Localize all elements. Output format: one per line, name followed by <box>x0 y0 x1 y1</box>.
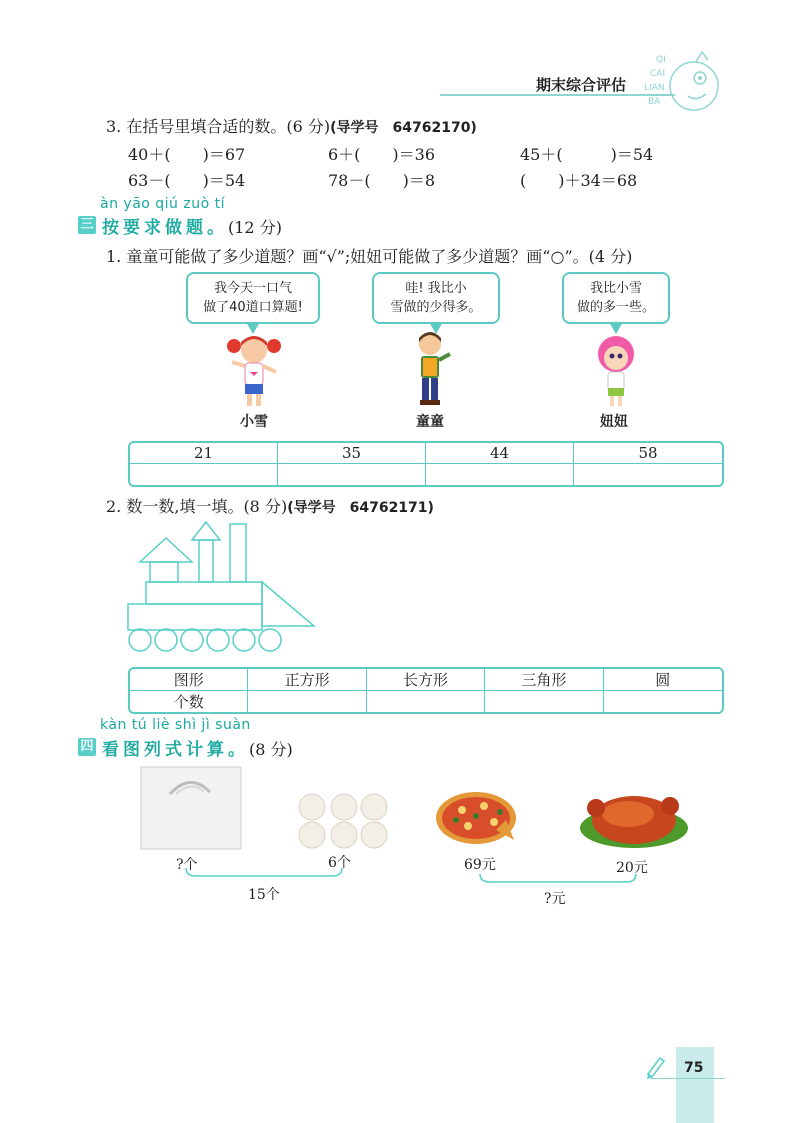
girl-niuniu-illustration <box>592 334 640 410</box>
bubble-line: 哇! 我比小 <box>405 281 467 296</box>
s3-q2-label: 2. 数一数,填一填。(8 分) <box>106 497 288 516</box>
paper-bag-illustration <box>140 766 242 850</box>
table-header-cell: 圆 <box>604 669 722 691</box>
equation-5: 78－( )＝8 <box>328 171 436 190</box>
logo-letters-2: CAI <box>650 69 666 79</box>
s3-q1-label: 1. 童童可能做了多少道题？画“√”;妞妞可能做了多少道题？画“○”。(4 分) <box>106 247 633 266</box>
equation-6: ( )＋34＝68 <box>520 171 638 190</box>
pizza-price-label: 69元 <box>464 857 496 873</box>
number-cell: 21 <box>130 443 278 464</box>
equation-1: 40＋( )＝67 <box>128 145 246 164</box>
section3-title: 按要求做题。 <box>102 218 228 238</box>
speech-bubble-niuniu <box>562 272 670 324</box>
bubble-line: 做的多一些。 <box>576 300 655 315</box>
equation-2: 6＋( )＝36 <box>328 145 436 164</box>
name-xiaoxue: 小雪 <box>240 414 268 430</box>
boy-tongtong-illustration <box>408 330 458 410</box>
s3-q2-title <box>106 494 434 517</box>
answer-cell[interactable] <box>426 464 574 485</box>
equation-4: 63－( )＝54 <box>128 171 246 190</box>
section4-score: (8 分) <box>249 740 293 759</box>
shape-count-table <box>128 667 724 714</box>
table-header-cell: 正方形 <box>248 669 366 691</box>
roast-chicken-illustration <box>578 784 690 852</box>
name-tongtong: 童童 <box>416 414 444 430</box>
right-total-label: ?元 <box>544 891 566 907</box>
page-header-title: 期末综合评估 <box>536 76 627 94</box>
q3-tag: (导学号 64762170) <box>330 120 477 136</box>
equation-3: 45＋( )＝54 <box>520 145 654 164</box>
section3-score: (12 分) <box>228 218 282 237</box>
bubble-line: 我今天一口气 <box>213 281 292 296</box>
q3-label: 3. 在括号里填合适的数。(6 分) <box>106 117 331 136</box>
logo-letters-3: LIAN <box>644 83 665 93</box>
number-choice-table <box>128 441 724 487</box>
pizza-illustration <box>434 790 520 848</box>
speech-bubble-xiaoxue <box>186 272 320 324</box>
count-cell[interactable] <box>367 691 485 712</box>
logo-letters-1: QI <box>656 55 666 65</box>
q3-title <box>106 114 477 137</box>
section3-badge: 三 <box>78 216 96 234</box>
count-cell[interactable] <box>485 691 603 712</box>
bubble-line: 雪做的少得多。 <box>390 300 482 315</box>
table-row-label: 个数 <box>130 691 248 712</box>
section4-heading <box>102 735 293 760</box>
bag-count-label: ?个 <box>176 857 198 873</box>
section4-badge: 四 <box>78 738 96 756</box>
girl-xiaoxue-illustration <box>226 332 282 410</box>
train-shapes-figure <box>124 516 320 658</box>
answer-cell[interactable] <box>574 464 722 485</box>
pencil-icon <box>644 1054 666 1080</box>
page-number-tab <box>676 1047 714 1123</box>
name-niuniu: 妞妞 <box>600 414 628 430</box>
table-header-cell: 图形 <box>130 669 248 691</box>
table-header-cell: 三角形 <box>485 669 603 691</box>
section3-pinyin: àn yāo qiú zuò tí <box>100 196 225 212</box>
buns-count-label: 6个 <box>328 855 351 871</box>
bubble-line: 我比小雪 <box>589 281 642 296</box>
answer-cell[interactable] <box>278 464 426 485</box>
qicailianba-logo <box>636 48 732 120</box>
steamed-buns-illustration <box>296 792 390 850</box>
answer-cell[interactable] <box>130 464 278 485</box>
s3-q2-tag: (导学号 64762171) <box>287 500 434 516</box>
number-cell: 35 <box>278 443 426 464</box>
table-header-cell: 长方形 <box>367 669 485 691</box>
count-cell[interactable] <box>604 691 722 712</box>
logo-letters-4: BA <box>648 97 661 107</box>
number-cell: 44 <box>426 443 574 464</box>
section4-pinyin: kàn tú liè shì jì suàn <box>100 717 251 733</box>
chicken-price-label: 20元 <box>616 860 648 876</box>
section4-title: 看图列式计算。 <box>102 740 249 760</box>
section3-heading <box>102 213 282 238</box>
bubble-line: 做了40道口算题! <box>203 300 303 315</box>
speech-bubble-tongtong <box>372 272 500 324</box>
number-cell: 58 <box>574 443 722 464</box>
left-brace <box>184 866 344 880</box>
right-brace <box>478 872 638 886</box>
count-cell[interactable] <box>248 691 366 712</box>
page-number: 75 <box>684 1060 704 1076</box>
left-total-label: 15个 <box>248 887 280 903</box>
